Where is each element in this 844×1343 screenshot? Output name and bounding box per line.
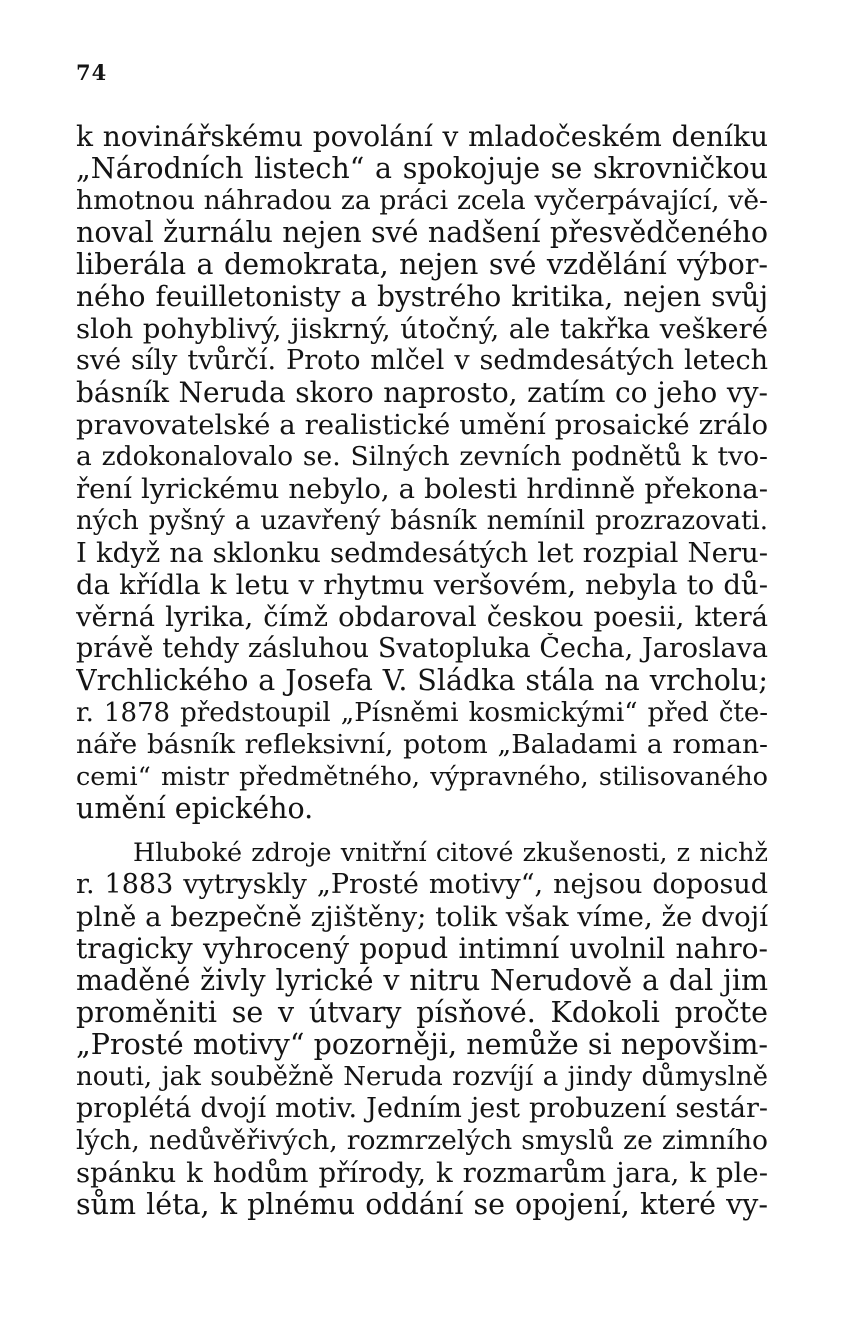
text-line: k novinářskému povolání v mladočeském deníku xyxy=(76,121,768,153)
text-line: básník Neruda skoro naprosto, zatím co jeho vy- xyxy=(76,377,768,409)
text-line: plně a bezpečně zjištěny; tolik však víme, že dvojí xyxy=(76,901,768,933)
text-line: Vrchlického a Josefa V. Sládka stála na vrcholu; xyxy=(76,665,768,697)
text-line: právě tehdy zásluhou Svatopluka Čecha, Jaroslava xyxy=(76,633,768,664)
text-line: věrná lyrika, čímž obdaroval českou poesii, která xyxy=(76,601,768,633)
text-line: své síly tvůrčí. Proto mlčel v sedmdesátých letech xyxy=(76,345,768,376)
text-line: maděné živly lyrické v nitru Nerudově a dal jim xyxy=(76,965,768,997)
text-line: a zdokonalovalo se. Silných zevních podnětů k tvo- xyxy=(76,441,768,472)
text-line: lých, nedůvěřivých, rozmrzelých smyslů ze zimního xyxy=(76,1125,768,1156)
text-line: nouti, jak souběžně Neruda rozvíjí a jindy důmyslně xyxy=(76,1062,768,1092)
text-line: „Národních listech“ a spokojuje se skrovničkou xyxy=(76,153,768,185)
text-line: „Prosté motivy“ pozorněji, nemůže si nepovšim- xyxy=(76,1029,768,1061)
text-line: sům léta, k plnému oddání se opojení, které vy- xyxy=(76,1189,768,1221)
text-line: Hluboké zdroje vnitřní citové zkušenosti, z nichž xyxy=(133,838,768,868)
text-line: da křídla k letu v rhytmu veršovém, nebyla to dů- xyxy=(76,569,768,601)
text-line: liberála a demokrata, nejen své vzdělání výbor- xyxy=(76,249,768,281)
text-line: pravovatelské a realistické umění prosaické zrálo xyxy=(76,409,768,441)
paragraph-2 xyxy=(76,837,768,1221)
text-line: I když na sklonku sedmdesátých let rozpial Neru- xyxy=(76,537,768,569)
body-text xyxy=(76,121,768,1221)
text-line: noval žurnálu nejen své nadšení přesvědčeného xyxy=(76,217,768,249)
text-line: ného feuilletonisty a bystrého kritika, nejen svůj xyxy=(76,281,768,313)
text-line: hmotnou náhradou za práci zcela vyčerpávající, vě- xyxy=(76,185,768,216)
text-line: r. 1878 předstoupil „Písněmi kosmickými“ před čte- xyxy=(76,698,768,728)
paragraph-gap xyxy=(76,825,768,837)
text-line: tragicky vyhrocený popud intimní uvolnil nahro- xyxy=(76,933,768,965)
text-line: ných pyšný a uzavřený básník nemínil prozrazovati. xyxy=(76,506,768,536)
text-line: spánku k hodům přírody, k rozmarům jara, k ple- xyxy=(76,1157,768,1189)
text-line: umění epického. xyxy=(76,793,314,825)
paragraph-1 xyxy=(76,121,768,825)
page-number: 74 xyxy=(76,60,108,85)
text-line: proplétá dvojí motiv. Jedním jest probuzení sestár- xyxy=(76,1093,768,1124)
text-line: ření lyrickému nebylo, a bolesti hrdinně překona- xyxy=(76,473,768,505)
text-line: cemi“ mistr předmětného, výpravného, stilisovaného xyxy=(76,762,768,792)
text-line: r. 1883 vytryskly „Prosté motivy“, nejsou doposud xyxy=(76,869,768,900)
text-line: proměniti se v útvary písňové. Kdokoli pročte xyxy=(76,997,768,1029)
text-line: sloh pohyblivý, jiskrný, útočný, ale takřka veškeré xyxy=(76,313,768,345)
text-line: náře básník refleksivní, potom „Baladami a roman- xyxy=(76,729,768,760)
